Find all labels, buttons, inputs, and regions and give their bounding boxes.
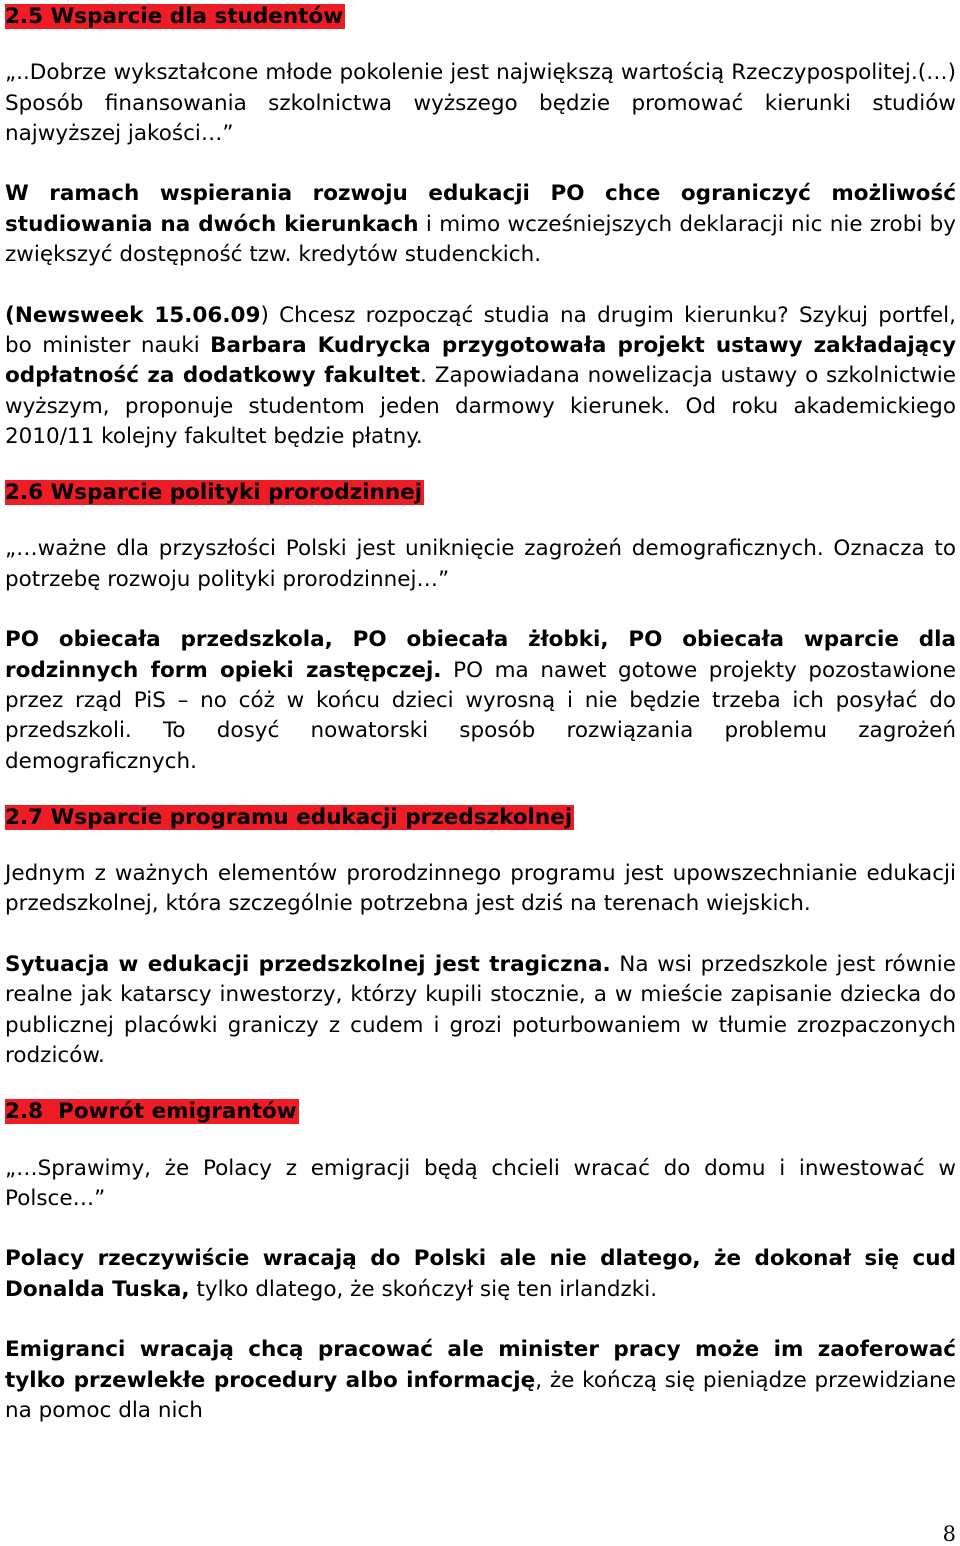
- bold-text: Polacy rzeczywiście wracają do Polski ale nie dlatego, że dokonał się cud Donalda Tuska,: [5, 1246, 956, 1302]
- plain-text: ) Chcesz rozpocząć studia na drugim kierunku? Szykuj portfel, bo minister nauki: [5, 302, 956, 358]
- heading-highlight: 2.7 Wsparcie programu edukacji przedszkolnej: [5, 804, 573, 830]
- heading-highlight: 2.8 Powrót emigrantów: [5, 1099, 297, 1125]
- plain-text: tylko dlatego, że skończył się ten irlandzki.: [189, 1276, 658, 1302]
- paragraph-2-7-2: [5, 950, 956, 1071]
- paragraph-2-5-1: [5, 179, 956, 270]
- page-number: 8: [942, 1522, 956, 1546]
- paragraph-2-6-1: [5, 625, 956, 776]
- quote-2-5: „..Dobrze wykształcone młode pokolenie jest największą wartością Rzeczypospolitej.(…) Sposób finansowania szkolnictwa wyższego będzie promować kierunki studiów najwyższej jakości…”: [5, 60, 956, 146]
- paragraph-2-8-2: [5, 1335, 956, 1426]
- bold-text: Sytuacja w edukacji przedszkolnej jest tragiczna.: [5, 952, 611, 978]
- quote-2-8: „…Sprawimy, że Polacy z emigracji będą chcieli wracać do domu i inwestować w Polsce…”: [5, 1155, 956, 1211]
- section-heading-2-7: [5, 803, 956, 833]
- bold-text: Barbara Kudrycka przygotowała projekt ustawy zakładający odpłatność za dodatkowy fakultet: [5, 332, 956, 389]
- plain-text: PO ma nawet gotowe projekty pozostawione przez rząd PiS – no cóż w końcu dzieci wyrosną i nie będzie trzeba ich posyłać do przedszkoli. To dosyć nowatorski sposób rozwiązania problemu zagrożeń demograficznych.: [5, 657, 957, 774]
- document-body: [5, 2, 956, 1426]
- heading-highlight: 2.5 Wsparcie dla studentów: [5, 4, 344, 29]
- bold-text: W ramach wspierania rozwoju edukacji PO chce ograniczyć możliwość studiowania na dwóch kierunkach: [5, 181, 956, 237]
- paragraph-2-8-1: [5, 1244, 956, 1305]
- bold-text: Emigranci wracają chcą pracować ale minister pracy może im zaoferować tylko przewlekłe procedury albo informację: [5, 1337, 956, 1393]
- section-heading-2-6: [5, 478, 956, 508]
- plain-text: . Zapowiadana nowelizacja ustawy o szkolnictwie wyższym, proponuje studentom jeden darmowy kierunek. Od roku akademickiego 2010/11 kolejny fakultet będzie płatny.: [5, 363, 956, 449]
- paragraph-2-5-2: [5, 301, 956, 452]
- plain-text: Na wsi przedszkole jest równie realne jak katarscy inwestorzy, którzy kupili stocznie, a w mieście zapisanie dziecka do publicznej placówki graniczy z cudem i grozi poturbowaniem w tłumie zrozpaczonych rodziców.: [5, 952, 956, 1068]
- section-heading-2-8: [5, 1097, 956, 1127]
- paragraph-2-7-1: Jednym z ważnych elementów prorodzinnego programu jest upowszechnianie edukacji przedszkolnej, która szczególnie potrzebna jest dziś na terenach wiejskich.: [5, 861, 956, 917]
- plain-text: i mimo wcześniejszych deklaracji nic nie zrobi by zwiększyć dostępność tzw. kredytów studenckich.: [5, 211, 956, 268]
- quote-2-6: „…ważne dla przyszłości Polski jest uniknięcie zagrożeń demograficznych. Oznacza to potrzebę rozwoju polityki prorodzinnej…”: [5, 536, 956, 592]
- plain-text: , że kończą się pieniądze przewidziane na pomoc dla nich: [5, 1367, 956, 1423]
- bold-text: PO obiecała przedszkola, PO obiecała żłobki, PO obiecała wparcie dla rodzinnych form opieki zastępczej.: [5, 627, 956, 683]
- source-citation: (Newsweek 15.06.09: [5, 302, 261, 328]
- section-heading-2-5: [5, 2, 956, 32]
- heading-highlight: 2.6 Wsparcie polityki prorodzinnej: [5, 480, 423, 506]
